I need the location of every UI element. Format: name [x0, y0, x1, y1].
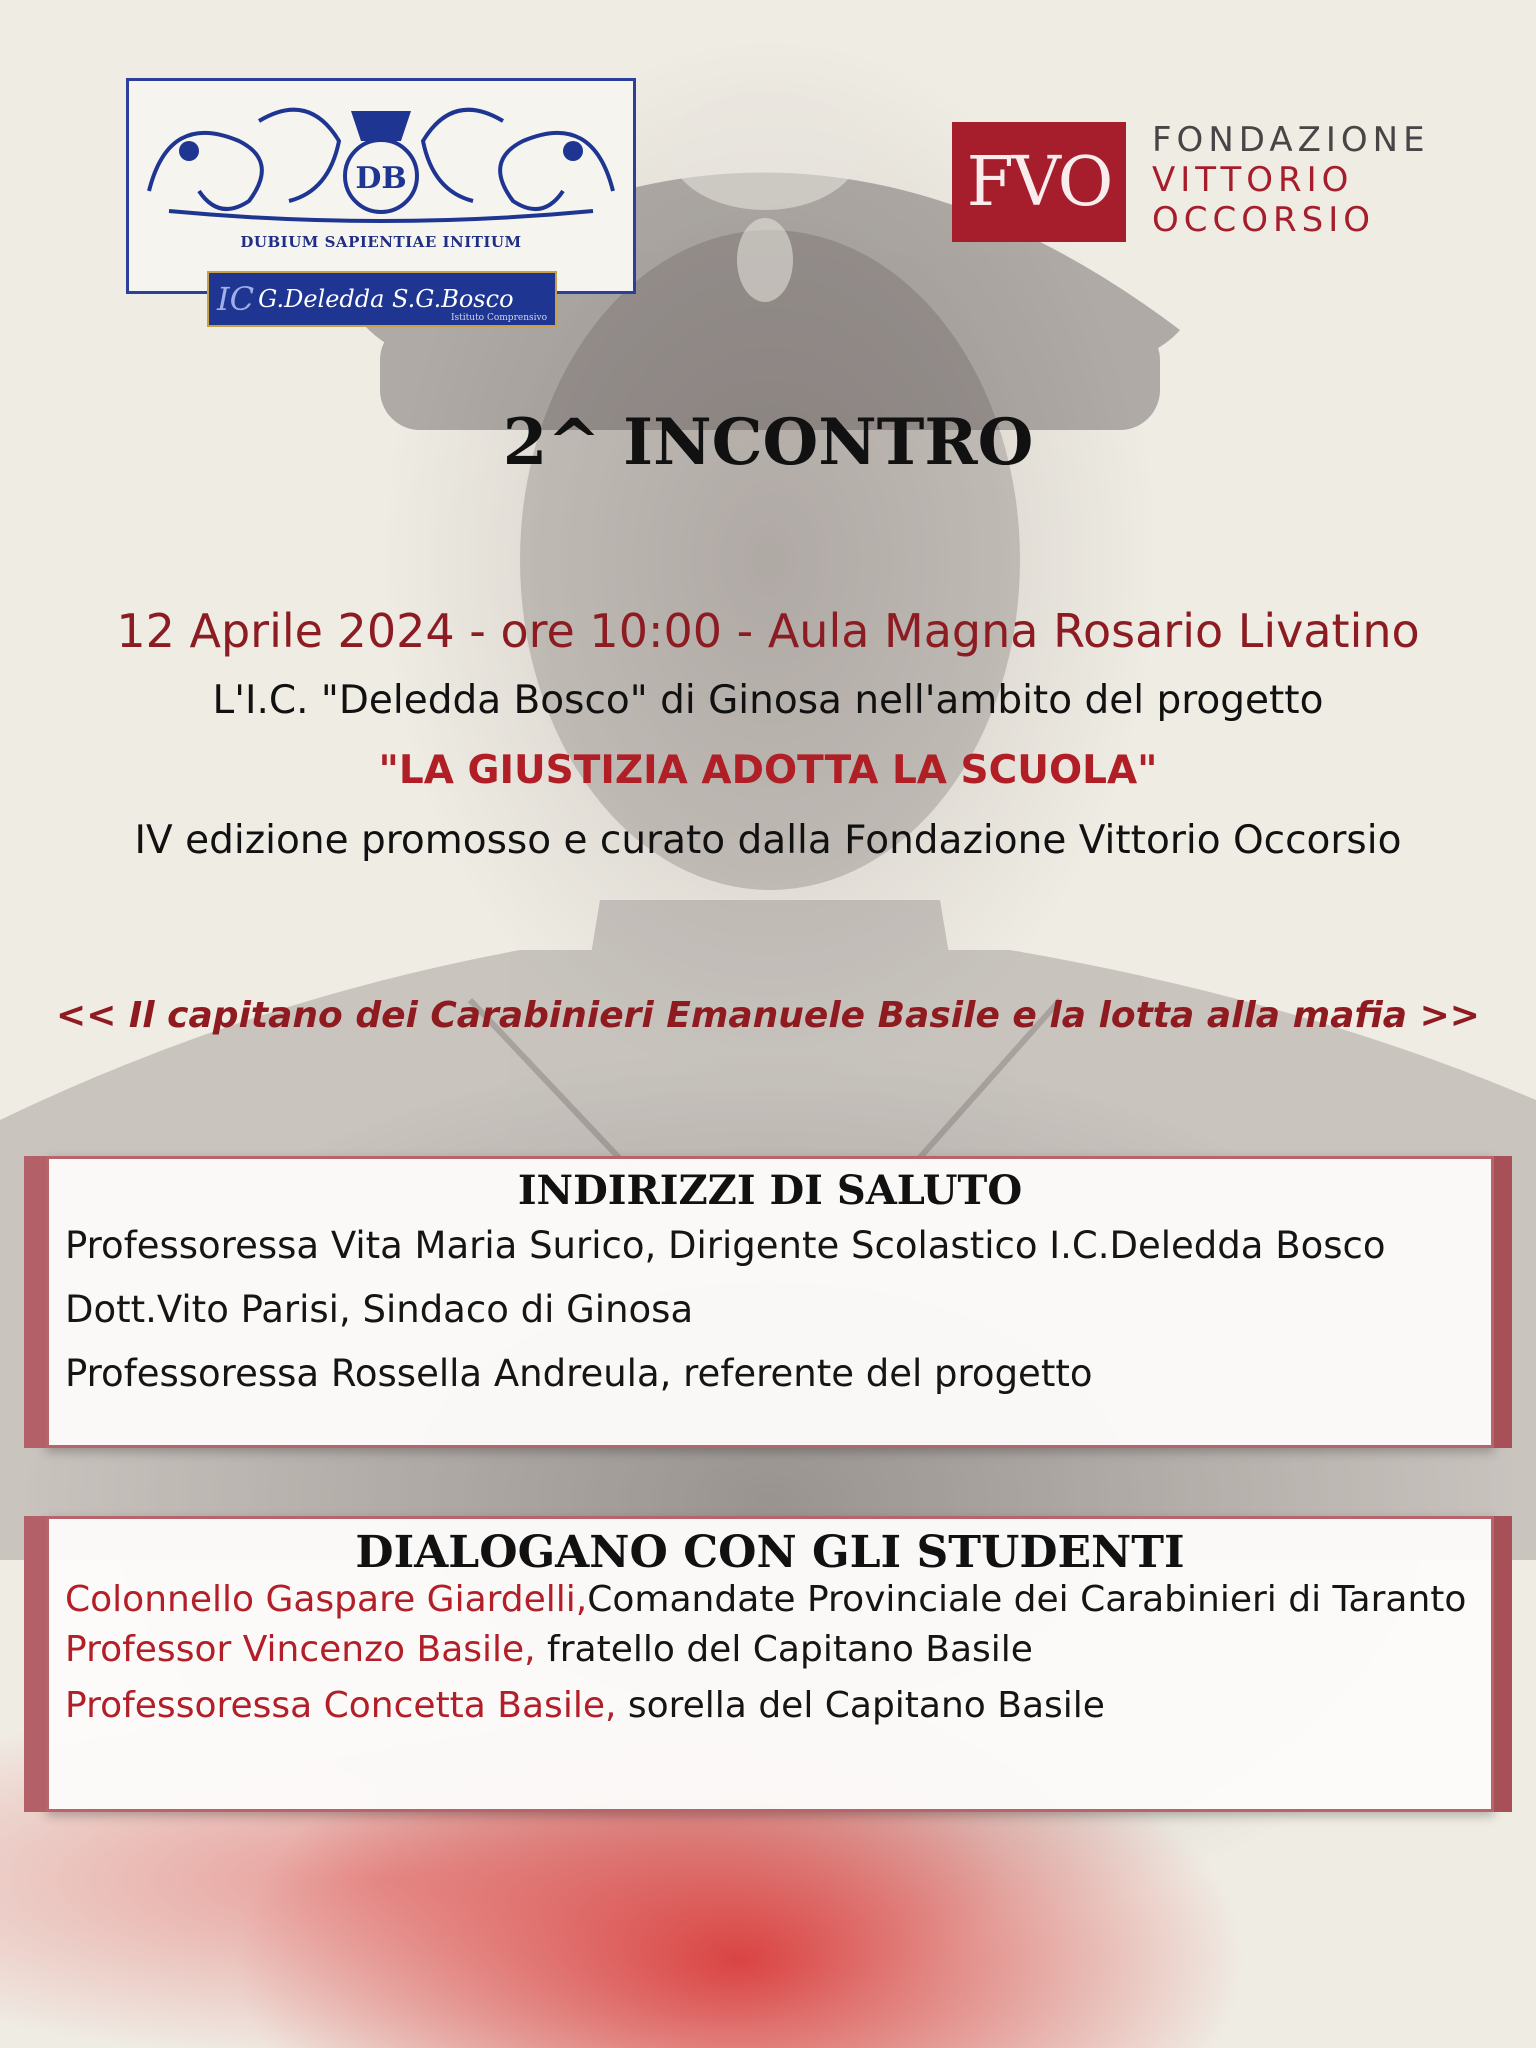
- foundation-line-2: VITTORIO: [1152, 160, 1354, 200]
- foundation-logo-mark: FVO: [952, 122, 1126, 242]
- greetings-heading: INDIRIZZI DI SALUTO: [517, 1167, 1023, 1214]
- speaker-item: [65, 1678, 1475, 1734]
- heraldic-griffins-icon: [129, 81, 633, 231]
- greeting-item: Professoressa Vita Maria Surico, Dirigente Scolastico I.C.Deledda Bosco: [65, 1224, 1386, 1267]
- speaker-item: [65, 1622, 1475, 1678]
- speaker-name: Professor Vincenzo Basile,: [65, 1629, 536, 1670]
- speakers-heading: DIALOGANO CON GLI STUDENTI: [355, 1527, 1185, 1578]
- school-logo: [126, 78, 636, 323]
- foundation-logo-text: [1152, 120, 1430, 240]
- intro-line: L'I.C. "Deledda Bosco" di Ginosa nell'ambito del progetto: [212, 678, 1324, 723]
- project-name: "LA GIUSTIZIA ADOTTA LA SCUOLA": [378, 748, 1158, 793]
- school-monogram: DB: [355, 161, 407, 196]
- event-title: 2^ INCONTRO: [502, 405, 1034, 480]
- school-name: G.Deledda S.G.Bosco: [258, 285, 514, 313]
- speakers-panel: [46, 1516, 1494, 1812]
- speaker-role: fratello del Capitano Basile: [535, 1629, 1033, 1670]
- speaker-name: Professoressa Concetta Basile,: [65, 1685, 617, 1726]
- greeting-item: Dott.Vito Parisi, Sindaco di Ginosa: [65, 1288, 694, 1331]
- event-topic: << Il capitano dei Carabinieri Emanuele Basile e la lotta alla mafia >>: [56, 995, 1480, 1036]
- greeting-item: Professoressa Rossella Andreula, referente del progetto: [65, 1352, 1093, 1395]
- speaker-role: sorella del Capitano Basile: [616, 1685, 1105, 1726]
- speaker-item: [65, 1578, 1475, 1622]
- foundation-line-1: FONDAZIONE: [1152, 120, 1430, 160]
- school-prefix: IC: [217, 280, 255, 318]
- greetings-panel: [46, 1156, 1494, 1448]
- foundation-line-3: OCCORSIO: [1152, 200, 1375, 240]
- school-name-banner: [207, 271, 557, 327]
- school-subtitle: Istituto Comprensivo: [450, 313, 547, 323]
- edition-line: IV edizione promosso e curato dalla Fondazione Vittorio Occorsio: [134, 818, 1402, 863]
- event-date-line: 12 Aprile 2024 - ore 10:00 - Aula Magna Rosario Livatino: [116, 604, 1420, 658]
- speaker-role: Comandate Provinciale dei Carabinieri di Taranto: [587, 1579, 1467, 1620]
- speaker-name: Colonnello Gaspare Giardelli,: [65, 1579, 588, 1620]
- school-motto: DUBIUM SAPIENTIAE INITIUM: [240, 233, 522, 251]
